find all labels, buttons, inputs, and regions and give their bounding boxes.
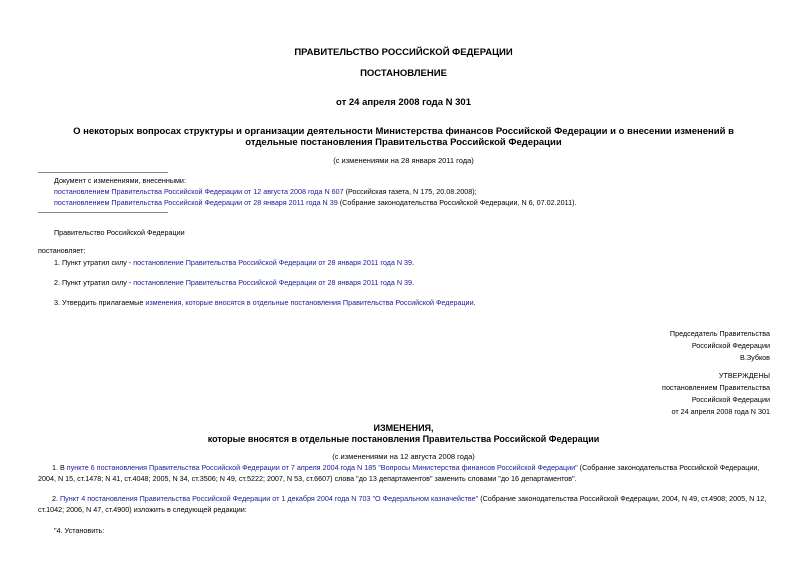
amendment-note: (с изменениями на 28 января 2011 года) xyxy=(333,156,474,165)
point-text: 3. Утвердить прилагаемые xyxy=(54,298,146,307)
doc-date-number: от 24 апреля 2008 года N 301 xyxy=(336,97,471,108)
doc-title: О некоторых вопросах структуры и организации деятельности Министерства финансов Российской Федерации и о внесении изменений в отдельные постановления Правительства Российской Федерации xyxy=(73,126,734,148)
approved-date: от 24 апреля 2008 года N 301 xyxy=(671,407,770,416)
point-tail: . xyxy=(412,278,415,287)
signature-title: Председатель Правительства xyxy=(669,329,770,338)
point-tail: . xyxy=(412,258,415,267)
changes-item-tail: (Российская газета, N 175, 20.08.2008); xyxy=(343,187,477,196)
point-text: 2. Пункт утратил силу - xyxy=(54,278,134,287)
approved-by: постановлением Правительства xyxy=(662,383,770,392)
signature-org: Российской Федерации xyxy=(691,341,770,350)
annex-link[interactable]: Пункт 4 постановления Правительства Российской Федерации от 1 декабря 2004 года N 703 "О Федеральном казначействе" xyxy=(60,494,479,503)
point-link[interactable]: постановление Правительства Российской Федерации от 28 января 2011 года N 39 xyxy=(133,258,413,267)
issuer-text: Правительство Российской Федерации xyxy=(54,228,185,237)
signature-block xyxy=(670,328,770,364)
point-link[interactable]: постановление Правительства Российской Федерации от 28 января 2011 года N 39 xyxy=(133,278,413,287)
divider-top xyxy=(38,172,168,173)
point-link[interactable]: изменения, которые вносятся в отдельные постановления Правительства Российской Федерации xyxy=(145,298,474,307)
annex-link[interactable]: пункте 6 постановления Правительства Российской Федерации от 7 апреля 2004 года N 185 "Вопросы Министерства финансов Российской Федерации" xyxy=(66,463,578,472)
changes-item-tail: (Собрание законодательства Российской Федерации, N 6, 07.02.2011). xyxy=(337,198,577,207)
para-tail: (Собрание законодательства Российской Федерации, 2004, N 15, ст.1478; N 41, ст.4048; 2005, N 34, ст.3506; N 49, ст.5222; 2007, N 53, ст.6607) слова "до 13 департаментов" заменить словами "до 16 департаментов". xyxy=(38,463,760,483)
changes-intro: Документ с изменениями, внесенными: xyxy=(54,176,186,185)
doc-type-heading: ПОСТАНОВЛЕНИЕ xyxy=(360,68,447,79)
point-item xyxy=(54,258,414,268)
changes-item xyxy=(54,187,477,197)
annex-point-4: "4. Установить: xyxy=(54,526,105,535)
org-heading: ПРАВИТЕЛЬСТВО РОССИЙСКОЙ ФЕДЕРАЦИИ xyxy=(294,47,513,58)
annex-amend-note: (с изменениями на 12 августа 2008 года) xyxy=(332,452,475,461)
annex-paragraph xyxy=(38,463,773,484)
point-item xyxy=(54,298,476,308)
approved-block xyxy=(662,370,770,418)
approved-org: Российской Федерации xyxy=(691,395,770,404)
para-prefix: 1. В xyxy=(52,463,67,472)
point-item xyxy=(54,278,414,288)
para-tail: (Собрание законодательства Российской Федерации, 2004, N 49, ст.4908; 2005, N 12, ст.1042; 2006, N 47, ст.4900) изложить в следующей редакции: xyxy=(38,494,767,514)
point-text: 1. Пункт утратил силу - xyxy=(54,258,134,267)
changes-item xyxy=(54,198,576,208)
annex-title: ИЗМЕНЕНИЯ, xyxy=(373,423,434,433)
resolves-text: постановляет: xyxy=(38,246,86,255)
divider-bottom xyxy=(38,212,168,213)
signature-name: В.Зубков xyxy=(740,353,770,362)
point-tail: . xyxy=(473,298,476,307)
para-prefix: 2. xyxy=(52,494,60,503)
annex-paragraph xyxy=(38,494,773,515)
changes-link[interactable]: постановлением Правительства Российской Федерации от 28 января 2011 года N 39 xyxy=(54,198,338,207)
annex-subtitle: которые вносятся в отдельные постановления Правительства Российской Федерации xyxy=(207,434,600,444)
approved-label: УТВЕРЖДЕНЫ xyxy=(718,371,770,380)
changes-link[interactable]: постановлением Правительства Российской Федерации от 12 августа 2008 года N 607 xyxy=(54,187,344,196)
